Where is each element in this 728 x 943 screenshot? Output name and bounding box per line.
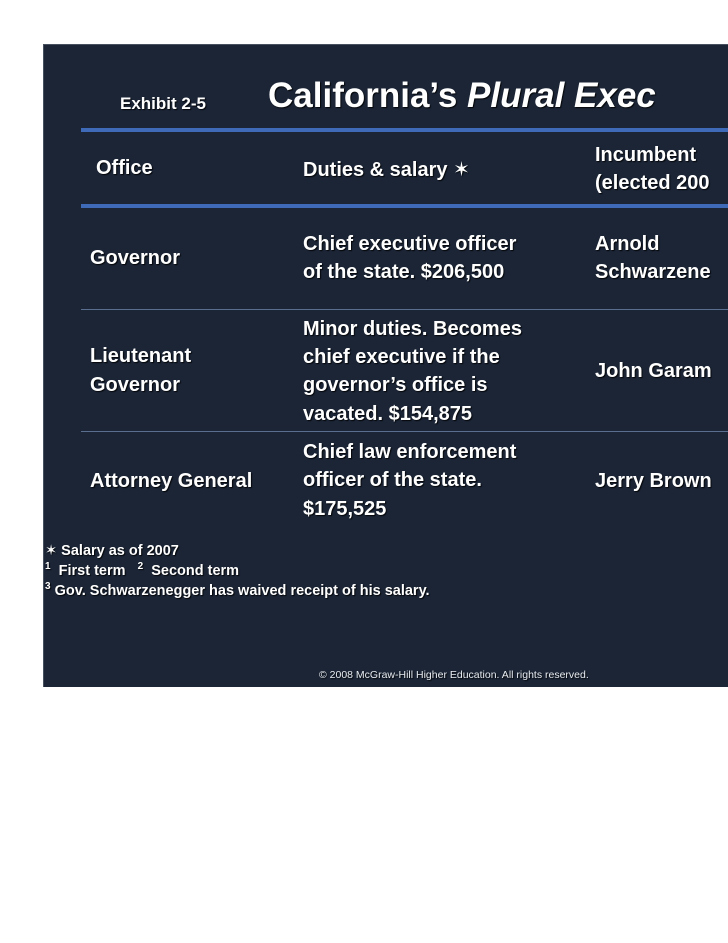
attorney-general-duties-line1: Chief law enforcement [303, 441, 517, 463]
slide-title [268, 76, 656, 116]
header-office: Office [96, 157, 153, 179]
header-incumbent: Incumbent [595, 144, 697, 166]
title-rule [81, 128, 728, 132]
lt-governor-duties-line1: Minor duties. Becomes [303, 318, 522, 340]
lt-governor-incumbent: John Garam [595, 360, 712, 382]
title-italic: Plural Exec [467, 76, 656, 115]
footnote-waive [45, 583, 430, 599]
attorney-general-incumbent: Jerry Brown [595, 470, 712, 492]
header-duties: Duties & salary ✶ [303, 159, 470, 181]
footnote-terms [45, 563, 239, 579]
header-elected: (elected 200 [595, 172, 710, 194]
footnote-mark-1: 1 [45, 561, 51, 572]
governor-incumbent-line1: Arnold [595, 233, 660, 255]
governor-duties-line2: of the state. $206,500 [303, 261, 505, 283]
governor-duties-line1: Chief executive officer [303, 233, 517, 255]
header-rule [81, 204, 728, 208]
footnote-waive-text: Gov. Schwarzenegger has waived receipt of his salary. [54, 583, 430, 599]
attorney-general-duties-line2: officer of the state. [303, 469, 482, 491]
lt-governor-duties-line4: vacated. $154,875 [303, 403, 473, 425]
footnote-second-term: Second term [151, 563, 240, 579]
lt-governor-office-line2: Governor [90, 374, 181, 396]
footnote-mark-2: 2 [137, 561, 144, 572]
footnote-mark-3: 3 [45, 581, 51, 592]
footnote-first-term: First term [58, 563, 126, 579]
copyright: © 2008 McGraw-Hill Higher Education. All rights reserved. [319, 669, 589, 681]
footnote-salary: ✶ Salary as of 2007 [45, 543, 179, 559]
attorney-general-duties-line3: $175,525 [303, 498, 387, 520]
exhibit-label: Exhibit 2-5 [120, 94, 206, 113]
title-main: California’s [268, 76, 468, 115]
governor-office: Governor [90, 247, 181, 269]
row-divider [81, 309, 728, 310]
lt-governor-duties-line2: chief executive if the [303, 346, 500, 368]
slide [43, 44, 728, 687]
attorney-general-office: Attorney General [90, 470, 253, 492]
governor-incumbent-line2: Schwarzene [595, 261, 711, 283]
row-divider [81, 431, 728, 432]
lt-governor-duties-line3: governor’s office is [303, 374, 488, 396]
lt-governor-office-line1: Lieutenant [90, 345, 192, 367]
